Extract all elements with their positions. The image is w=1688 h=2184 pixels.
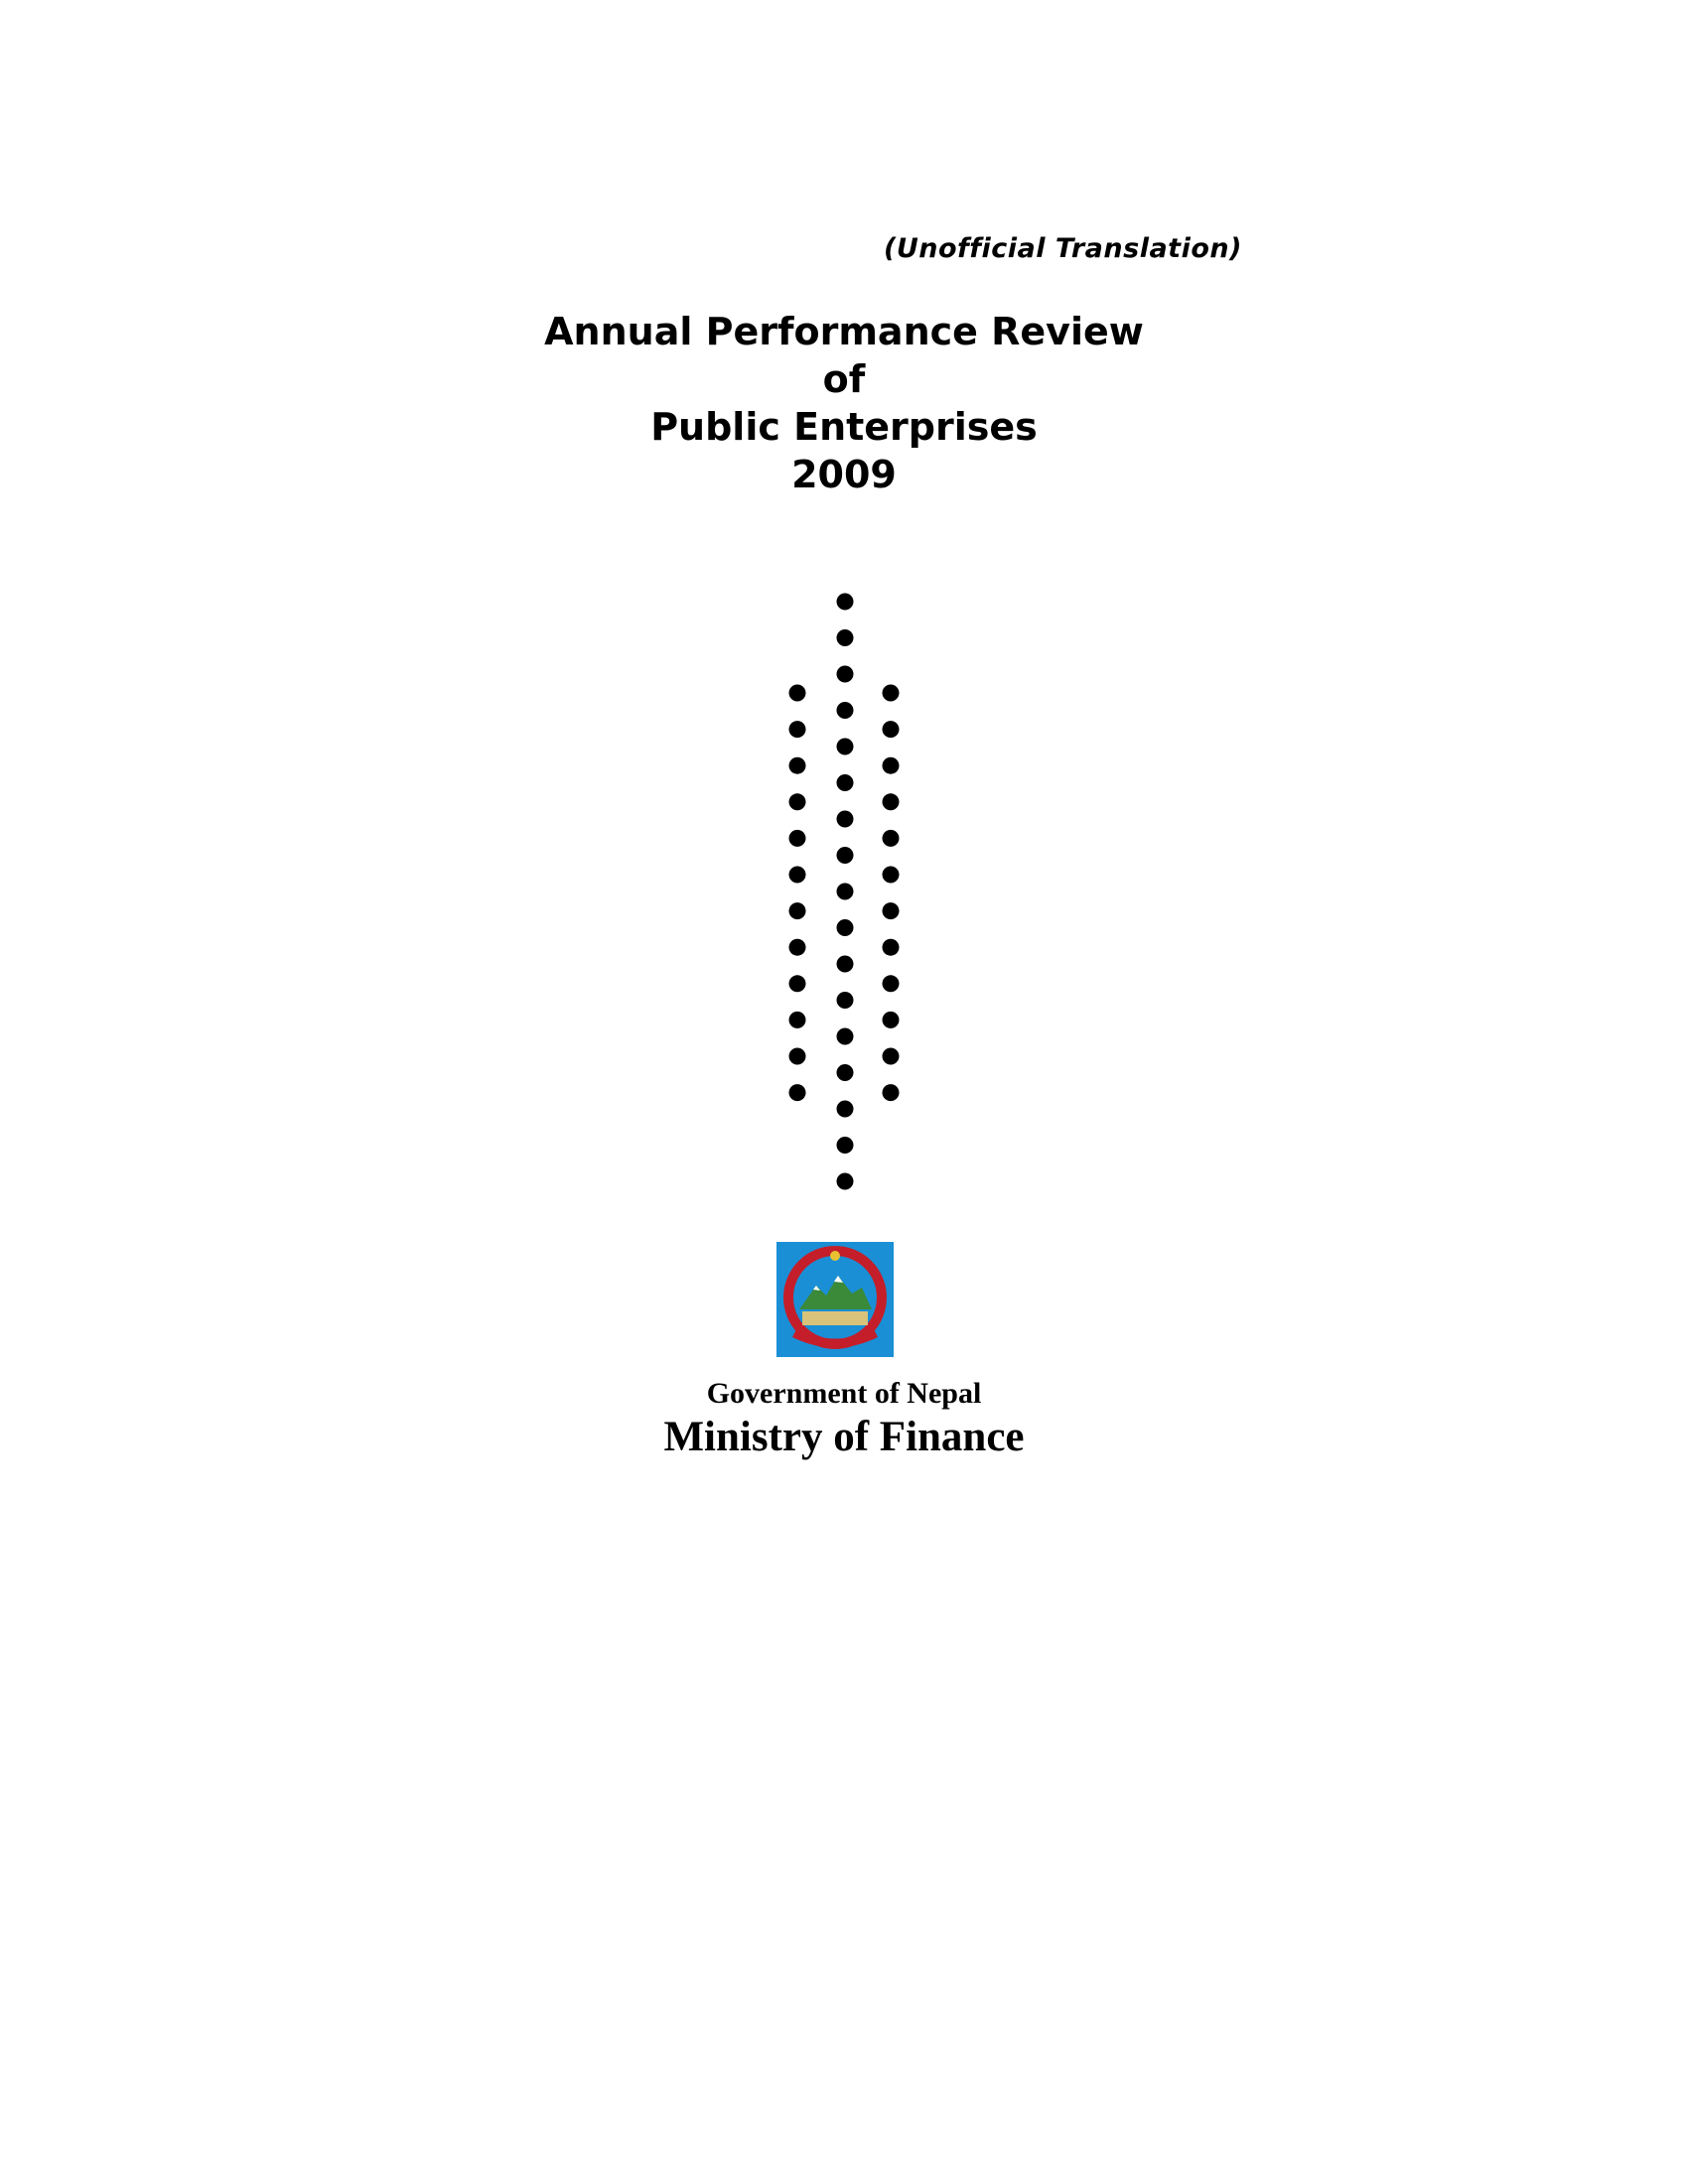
nepal-emblem-icon xyxy=(717,1238,961,1362)
ornament-dot-right xyxy=(883,939,900,956)
ornament-dot-left xyxy=(789,685,806,702)
ornament-dot-center xyxy=(837,1064,854,1081)
ornament-dot-right xyxy=(883,793,900,810)
ornament-dot-left xyxy=(789,939,806,956)
ornament-dot-right xyxy=(883,757,900,774)
ministry-name: Ministry of Finance xyxy=(663,1414,1025,1460)
ornament-dot-center xyxy=(837,702,854,719)
ornament-dot-right xyxy=(883,867,900,884)
ornament-dot-center xyxy=(837,919,854,936)
ornament-dot-center xyxy=(837,739,854,755)
ornament-dot-right xyxy=(883,685,900,702)
ornament-dot-right xyxy=(883,830,900,847)
ornament-dot-left xyxy=(789,975,806,992)
title-line-1: Annual Performance Review xyxy=(544,310,1144,353)
ornament-dot-center xyxy=(837,1137,854,1154)
ornament-dot-left xyxy=(789,902,806,919)
ornament-dot-left xyxy=(789,1084,806,1101)
ornament-dot-right xyxy=(883,975,900,992)
ornament-dot-center xyxy=(837,847,854,864)
ornament-dot-center xyxy=(837,1101,854,1118)
ornament-dot-left xyxy=(789,867,806,884)
ornament-dot-right xyxy=(883,721,900,738)
ornament-dot-left xyxy=(789,793,806,810)
ornament-dot-right xyxy=(883,1048,900,1065)
ornament-dot-left xyxy=(789,721,806,738)
translation-note: (Unofficial Translation) xyxy=(884,233,1242,264)
ornament-dot-right xyxy=(883,1012,900,1028)
ornament-dot-center xyxy=(837,811,854,828)
title-line-3: Public Enterprises xyxy=(650,405,1038,449)
title-line-2: of xyxy=(822,357,866,401)
ornament-dot-left xyxy=(789,757,806,774)
ornament-dot-center xyxy=(837,594,854,611)
ornament-dot-left xyxy=(789,1012,806,1028)
ornament-dot-left xyxy=(789,1048,806,1065)
ornament-dot-center xyxy=(837,1028,854,1045)
ornament-dot-left xyxy=(789,830,806,847)
ornament-dot-center xyxy=(837,884,854,900)
ornament-dot-center xyxy=(837,666,854,683)
ornament-dot-center xyxy=(837,629,854,646)
ornament-dot-center xyxy=(837,992,854,1009)
ornament-dot-center xyxy=(837,774,854,791)
title-line-4: 2009 xyxy=(791,453,897,496)
publisher-line: Government of Nepal xyxy=(706,1377,982,1410)
ornament-dot-right xyxy=(883,902,900,919)
ornament-dot-center xyxy=(837,1173,854,1190)
ornament-dot-center xyxy=(837,956,854,973)
ornament-dot-right xyxy=(883,1084,900,1101)
